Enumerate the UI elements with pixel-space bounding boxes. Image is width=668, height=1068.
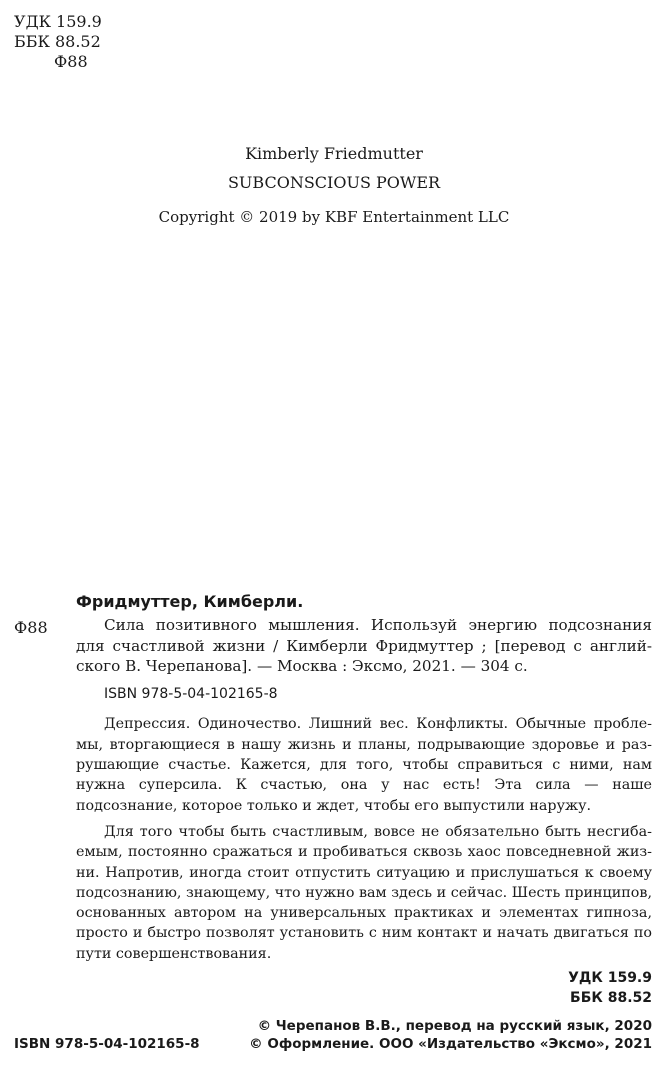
classification-codes	[14, 12, 102, 72]
bottom-bbk-code: ББК 88.52	[570, 990, 652, 1006]
bbk-code: ББК 88.52	[14, 32, 101, 51]
catalog-author-heading: Фридмуттер, Кимберли.	[76, 592, 304, 611]
catalog-title-line-2: для счастливой жизни / Кимберли Фридмуттер ; [перевод с англий-	[76, 636, 652, 655]
original-title: SUBCONSCIOUS POWER	[227, 173, 441, 192]
design-copyright: © Оформление. ООО «Издательство «Эксмо», 2021	[249, 1036, 652, 1052]
original-author: Kimberly Friedmutter	[245, 144, 423, 163]
udk-code: УДК 159.9	[14, 12, 102, 31]
annotation-paragraph-2: Для того чтобы быть счастливым, вовсе не обязательно быть несгиба-емым, постоянно сражаться и пробиваться сквозь хаос повседневной жиз-ни. Напротив, иногда стоит отпустить ситуацию и прислушаться к своему подсознанию, знающему, что нужно вам здесь и сейчас. Шесть принципов, основанных автором на универсальных практиках и элементах гипноза, просто и быстро позволят установить с ним контакт и начать двигаться по пути совершенствования.	[76, 823, 652, 962]
bottom-classification-codes	[568, 968, 652, 1008]
translation-copyright: © Черепанов В.В., перевод на русский язык, 2020	[257, 1018, 652, 1034]
footer-isbn: ISBN 978-5-04-102165-8	[14, 1036, 200, 1052]
bottom-udk-code: УДК 159.9	[568, 970, 652, 986]
catalog-side-mark: Ф88	[14, 618, 48, 637]
annotation-paragraph-1: Депрессия. Одиночество. Лишний вес. Конфликты. Обычные пробле-мы, вторгающиеся в нашу жизнь и планы, подрывающие здоровье и раз-рушающие счастье. Кажется, для того, чтобы справиться с ними, нам нужна суперсила. К счастью, она у нас есть! Эта сила — наше подсознание, которое только и ждет, чтобы его выпустили наружу.	[76, 716, 652, 814]
catalog-title-line-1: Сила позитивного мышления. Используй энергию подсознания	[104, 616, 652, 635]
catalog-title-line-3: ского В. Черепанова]. — Москва : Эксмо, 2021. — 304 с.	[76, 656, 528, 675]
original-copyright: Copyright © 2019 by KBF Entertainment LLC	[158, 208, 510, 226]
catalog-card	[76, 592, 652, 964]
author-mark: Ф88	[54, 52, 88, 71]
catalog-isbn: ISBN 978-5-04-102165-8	[104, 686, 278, 703]
